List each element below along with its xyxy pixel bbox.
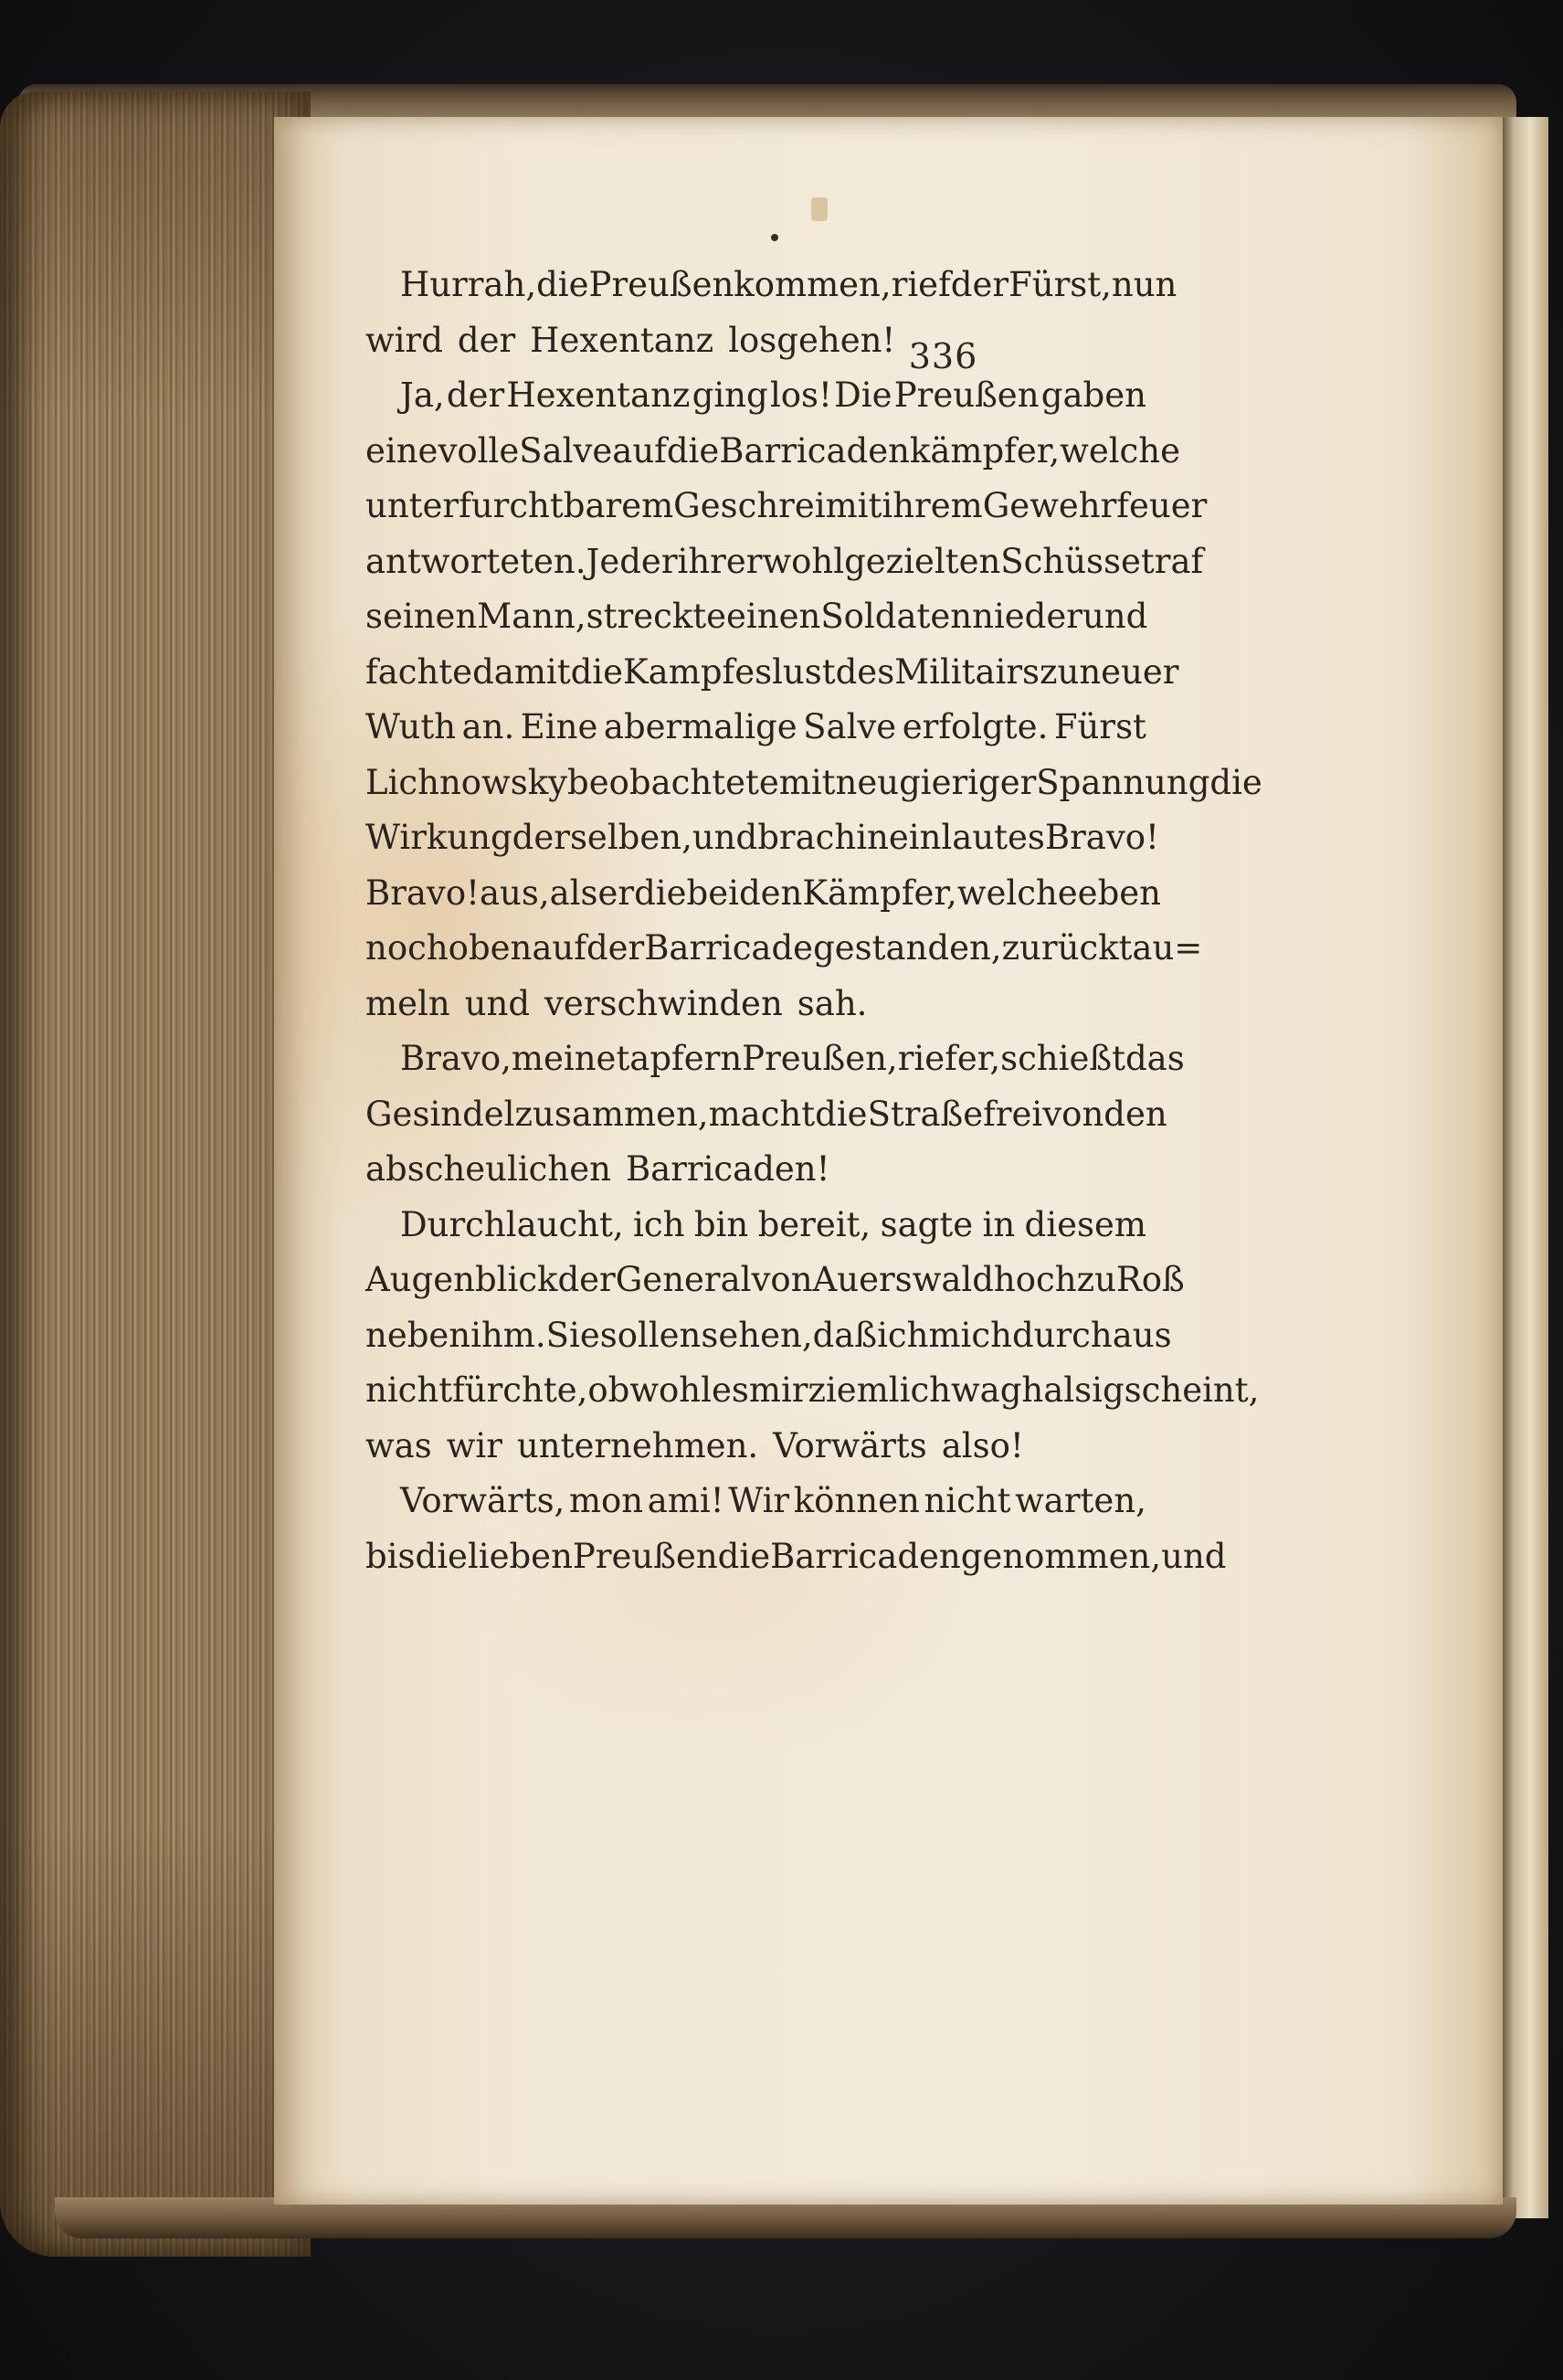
text-line: Vorwärts, mon ami! Wir können nicht warten, xyxy=(400,1481,1146,1520)
page-stack-edge xyxy=(0,91,311,2257)
text-line: wird der Hexentanz losgehen! xyxy=(365,320,896,360)
text-line: was wir unternehmen. Vorwärts also! xyxy=(365,1425,1024,1465)
text-line: Bravo! aus, als er die beiden Kämpfer, welche eben xyxy=(365,873,1161,913)
text-line: eine volle Salve auf die Barricadenkämpfer, welche xyxy=(365,430,1181,471)
facing-page-edge xyxy=(1503,117,1548,2218)
text-line: Gesindel zusammen, macht die Straße frei von den xyxy=(365,1094,1167,1134)
text-line: Augenblick der General von Auerswald hoch zu Roß xyxy=(365,1260,1185,1299)
text-line: Bravo, meine tapfern Preußen, rief er, schießt das xyxy=(400,1039,1185,1078)
page-number: 336 xyxy=(908,336,978,376)
text-line: Wuth an. Eine abermalige Salve erfolgte. Fürst xyxy=(365,707,1146,746)
book-page xyxy=(274,117,1503,2205)
text-line: Wirkung derselben, und brach in ein lautes Bravo! xyxy=(365,818,1159,857)
text-line: Hurrah, die Preußen kommen, rief der Fürst, nun xyxy=(400,265,1178,304)
text-line: neben ihm. Sie sollen sehen, daß ich mich durchaus xyxy=(365,1315,1172,1355)
text-line: Durchlaucht, ich bin bereit, sagte in diesem xyxy=(400,1204,1146,1244)
text-line: nicht fürchte, obwohl es mir ziemlich waghalsig scheint, xyxy=(365,1370,1260,1410)
text-line: Lichnowsky beobachtete mit neugieriger Spannung die xyxy=(365,762,1262,802)
text-line: bis die lieben Preußen die Barricaden genommen, und xyxy=(365,1536,1227,1576)
text-line: fachte damit die Kampfeslust des Militairs zu neuer xyxy=(365,651,1179,692)
text-line: meln und verschwinden sah. xyxy=(365,983,868,1023)
text-line: seinen Mann, streckte einen Soldaten nieder und xyxy=(365,597,1148,636)
text-line: abscheulichen Barricaden! xyxy=(365,1149,830,1189)
ink-spot xyxy=(771,234,778,241)
text-line: noch oben auf der Barricade gestanden, zurücktau= xyxy=(365,928,1203,968)
text-line: antworteten. Jeder ihrer wohlgezielten Schüsse traf xyxy=(365,541,1204,581)
paper-speck xyxy=(811,197,828,221)
text-line: Ja, der Hexentanz ging los! Die Preußen gaben xyxy=(400,376,1146,415)
text-line: unter furchtbarem Geschrei mit ihrem Gewehrfeuer xyxy=(365,486,1208,525)
